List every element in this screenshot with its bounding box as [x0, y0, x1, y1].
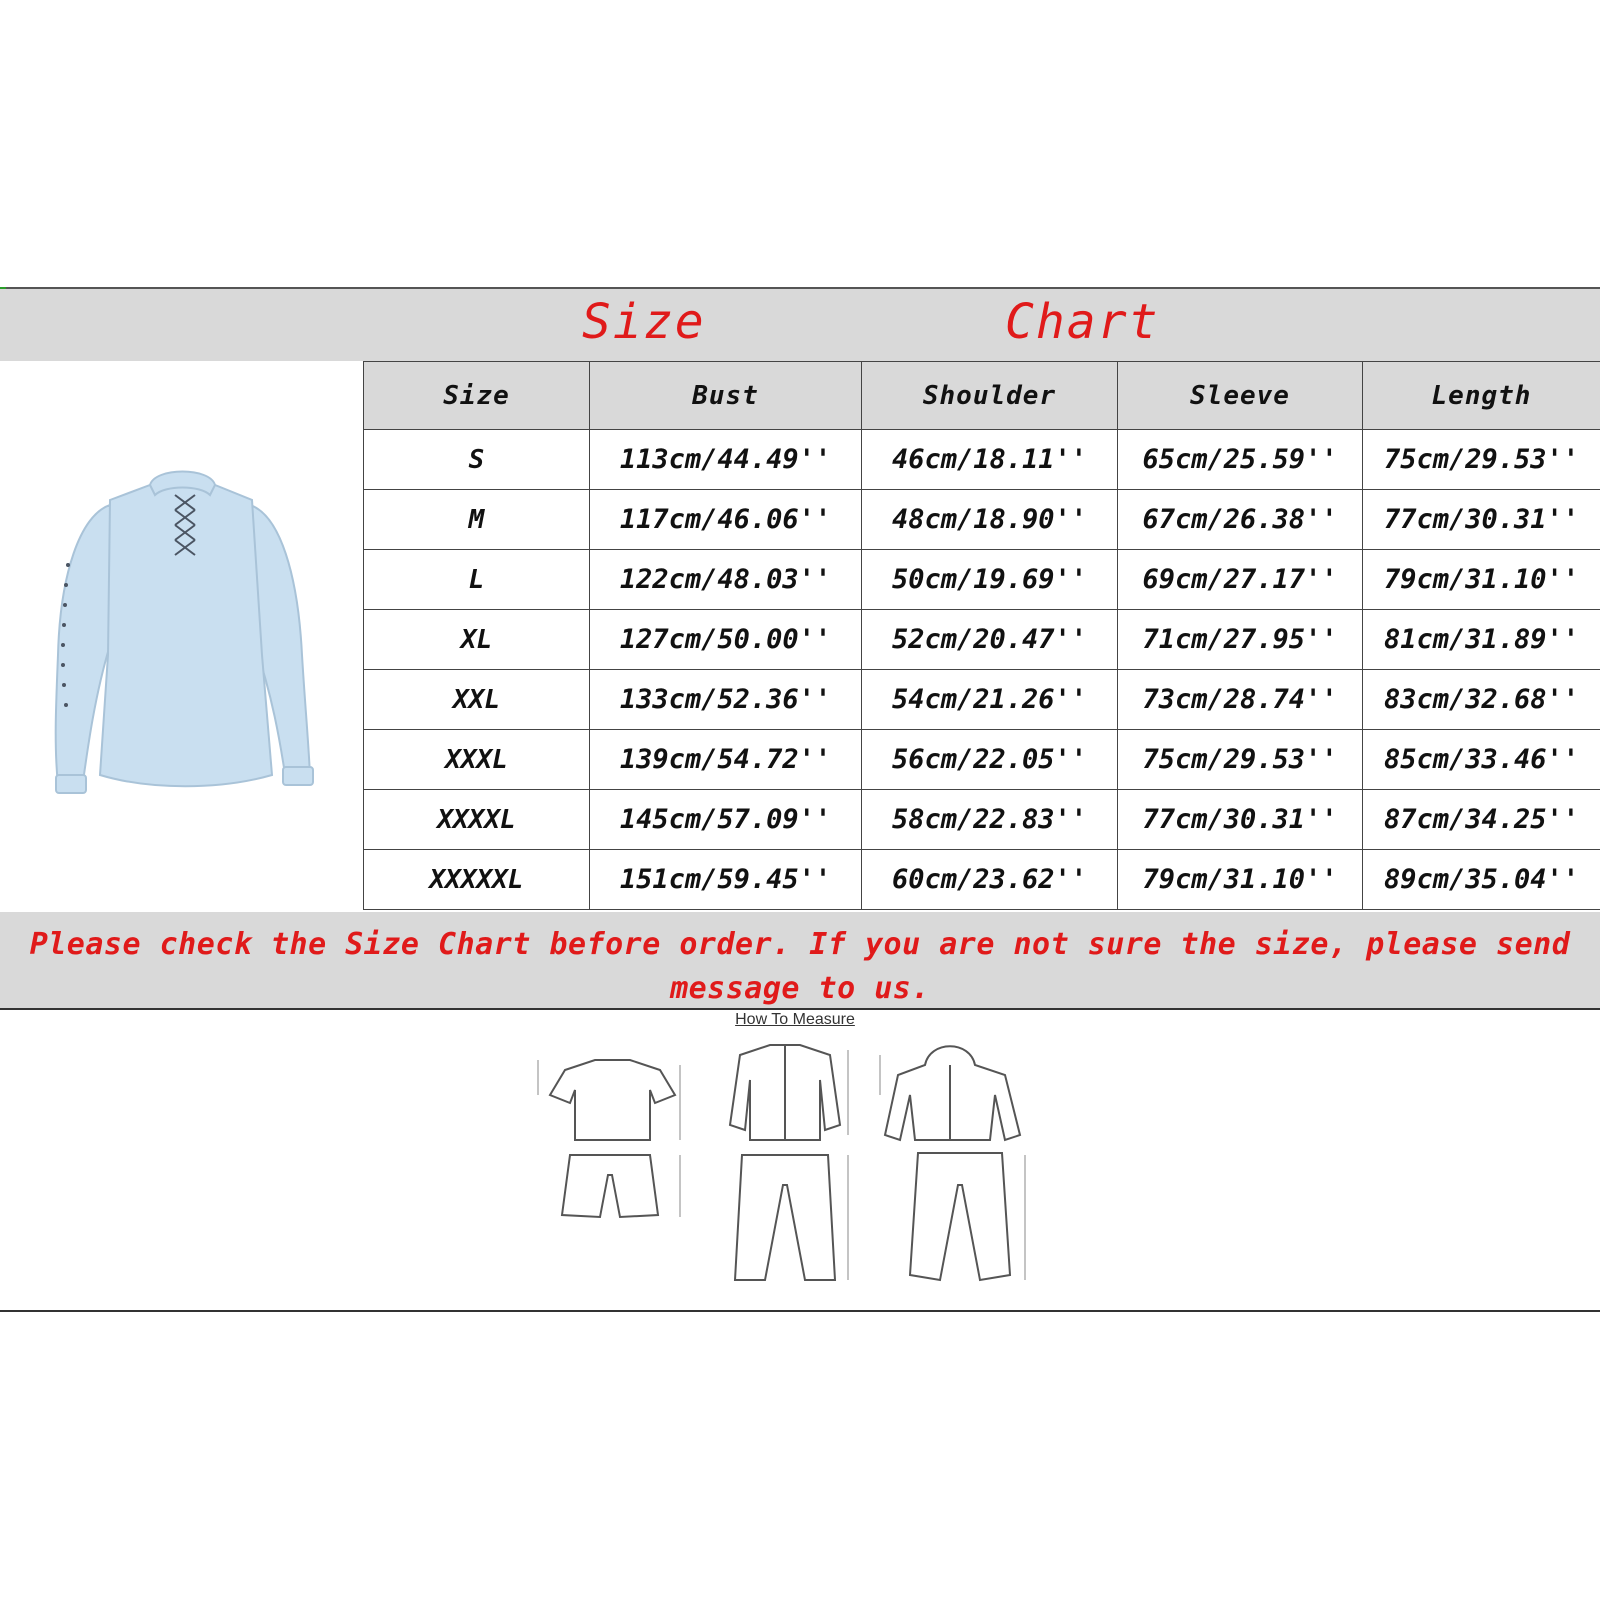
sleeve-cell: 79cm/31.10'' [1118, 850, 1363, 910]
how-to-measure-title: How To Measure [735, 1011, 855, 1028]
shoulder-cell: 56cm/22.05'' [862, 730, 1118, 790]
column-header: Length [1363, 362, 1600, 430]
table-header-row [364, 362, 1600, 430]
column-header: Sleeve [1118, 362, 1363, 430]
sleeve-cell: 77cm/30.31'' [1118, 790, 1363, 850]
bust-cell: 122cm/48.03'' [590, 550, 862, 610]
sleeve-cell: 69cm/27.17'' [1118, 550, 1363, 610]
length-cell: 85cm/33.46'' [1363, 730, 1600, 790]
column-header: Shoulder [862, 362, 1118, 430]
shoulder-cell: 58cm/22.83'' [862, 790, 1118, 850]
length-cell: 83cm/32.68'' [1363, 670, 1600, 730]
size-cell: M [364, 490, 590, 550]
length-cell: 77cm/30.31'' [1363, 490, 1600, 550]
bust-cell: 145cm/57.09'' [590, 790, 862, 850]
size-cell: L [364, 550, 590, 610]
table-row [364, 670, 1600, 730]
size-table [363, 361, 1600, 910]
shoulder-cell: 48cm/18.90'' [862, 490, 1118, 550]
shoulder-cell: 50cm/19.69'' [862, 550, 1118, 610]
table-row [364, 490, 1600, 550]
length-cell: 87cm/34.25'' [1363, 790, 1600, 850]
size-cell: XXL [364, 670, 590, 730]
table-row [364, 790, 1600, 850]
bust-cell: 117cm/46.06'' [590, 490, 862, 550]
title-band [0, 289, 1600, 361]
column-header: Bust [590, 362, 862, 430]
title-size: Size [582, 294, 706, 350]
length-cell: 81cm/31.89'' [1363, 610, 1600, 670]
sleeve-cell: 65cm/25.59'' [1118, 430, 1363, 490]
bust-cell: 151cm/59.45'' [590, 850, 862, 910]
table-row [364, 430, 1600, 490]
size-cell: XXXXL [364, 790, 590, 850]
table-row [364, 550, 1600, 610]
bust-cell: 127cm/50.00'' [590, 610, 862, 670]
table-row [364, 610, 1600, 670]
shoulder-cell: 60cm/23.62'' [862, 850, 1118, 910]
measure-diagrams [520, 1035, 1080, 1315]
size-cell: XXXXXL [364, 850, 590, 910]
shoulder-cell: 54cm/21.26'' [862, 670, 1118, 730]
order-note: Please check the Size Chart before order. If you are not sure the size, please send message to us. [29, 927, 1571, 1006]
size-cell: S [364, 430, 590, 490]
table-row [364, 850, 1600, 910]
sleeve-cell: 67cm/26.38'' [1118, 490, 1363, 550]
column-header: Size [364, 362, 590, 430]
shoulder-cell: 46cm/18.11'' [862, 430, 1118, 490]
bust-cell: 139cm/54.72'' [590, 730, 862, 790]
bust-cell: 133cm/52.36'' [590, 670, 862, 730]
sleeve-cell: 73cm/28.74'' [1118, 670, 1363, 730]
sleeve-cell: 75cm/29.53'' [1118, 730, 1363, 790]
shirt-image [40, 455, 330, 815]
size-cell: XL [364, 610, 590, 670]
bust-cell: 113cm/44.49'' [590, 430, 862, 490]
sleeve-cell: 71cm/27.95'' [1118, 610, 1363, 670]
shoulder-cell: 52cm/20.47'' [862, 610, 1118, 670]
length-cell: 79cm/31.10'' [1363, 550, 1600, 610]
size-cell: XXXL [364, 730, 590, 790]
title-chart: Chart [1005, 294, 1160, 350]
length-cell: 89cm/35.04'' [1363, 850, 1600, 910]
length-cell: 75cm/29.53'' [1363, 430, 1600, 490]
table-row [364, 730, 1600, 790]
